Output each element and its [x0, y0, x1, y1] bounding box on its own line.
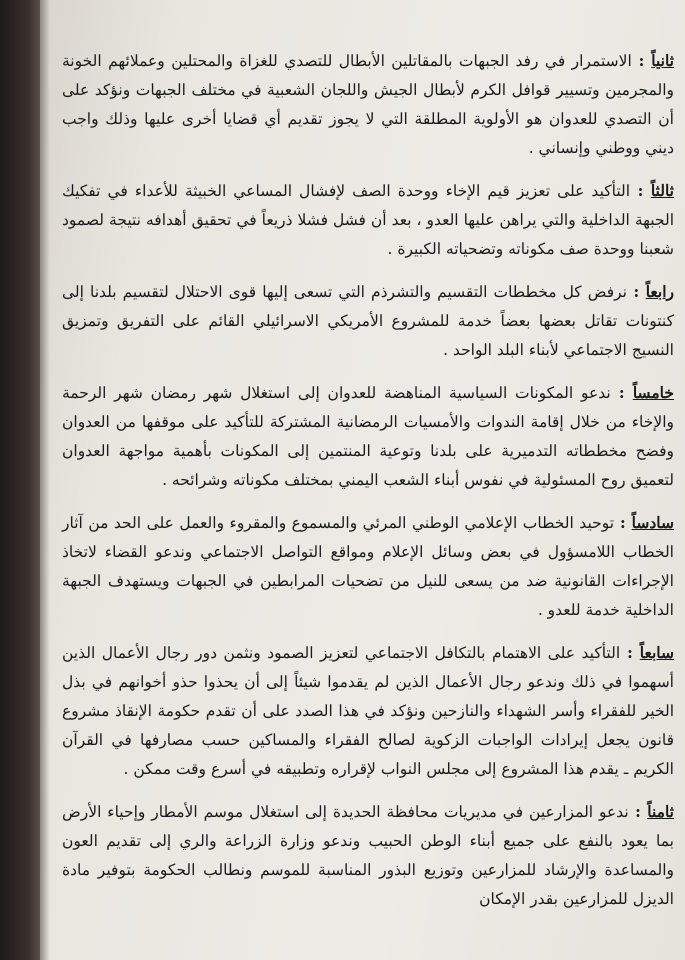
- heading-separator: :: [614, 513, 632, 532]
- paragraph-2: [62, 46, 674, 163]
- paragraph-3: [62, 176, 674, 264]
- photo-background: [0, 0, 40, 960]
- paragraph-text: ندعو المزارعين في مديريات محافظة الحديدة إلى استغلال موسم الأمطار وإحياء الأرض بما يعود بالنفع على جميع أبناء الوطن الحبيب وندعو وزارة الزراعة والري إلى تقديم العون والمساعدة والإرشاد للمزارعين وتوزيع البذور المناسبة للموسم ونطالب الحكومة بتوفير مادة الديزل للمزارعين بقدر الإمكان: [62, 803, 674, 908]
- paragraph-4: [62, 277, 674, 365]
- paragraph-heading: رابعاً: [645, 282, 675, 301]
- heading-separator: :: [628, 802, 648, 821]
- heading-separator: :: [620, 643, 640, 662]
- paragraph-7: [62, 638, 674, 784]
- paragraph-5: [62, 378, 674, 495]
- paragraph-text: توحيد الخطاب الإعلامي الوطني المرئي والمسموع والمقروء والعمل على الحد من آثار الخطاب اللامسؤول في بعض وسائل الإعلام ومواقع التواصل الاجتماعي وندعو القضاء لاتخاذ الإجراءات القانونية ضد من يسعى للنيل من تضحيات المرابطين في الجبهات ويستهدف الجبهة الداخلية خدمة للعدو .: [62, 514, 674, 619]
- heading-separator: :: [631, 51, 652, 70]
- paragraph-heading: سادساً: [631, 513, 674, 532]
- paragraph-heading: ثانياً: [651, 51, 675, 70]
- paragraph-6: [62, 508, 674, 625]
- paragraph-heading: ثالثاً: [650, 181, 674, 200]
- paragraph-heading: سابعاً: [639, 643, 674, 662]
- page-shadow: [40, 0, 50, 960]
- paragraph-heading: خامساً: [632, 383, 674, 402]
- heading-separator: :: [610, 383, 633, 402]
- paragraph-text: ندعو المكونات السياسية المناهضة للعدوان إلى استغلال شهر رمضان شهر الرحمة والإخاء من خلال إقامة الندوات والأمسيات الرمضانية المشتركة للتأكيد على موقفها من العدوان وفضح مخططاته التدميرية على بلدنا وتوعية المنتمين إلى المكونات بأهمية مواجهة العدوان لتعميق روح المسئولية في نفوس أبناء الشعب اليمني بمختلف مكوناته وشرائحه .: [62, 384, 674, 489]
- heading-separator: :: [630, 181, 651, 200]
- paragraph-heading: ثامناً: [647, 802, 674, 821]
- paragraph-text: الاستمرار في رفد الجبهات بالمقاتلين الأبطال للتصدي للغزاة والمحتلين وعملائهم الخونة والمجرمين وتسيير قوافل الكرم لأبطال الجيش واللجان الشعبية في مختلف الجبهات ونؤكد على أن التصدي للعدوان هو الأولوية المطلقة التي لا يجوز تقديم أي قضايا أخرى عليها وذلك واجب ديني ووطني وإنساني .: [62, 52, 674, 157]
- paragraph-text: التأكيد على الاهتمام بالتكافل الاجتماعي لتعزيز الصمود ونثمن دور رجال الأعمال الذين أسهموا في ذلك وندعو رجال الأعمال الذين لم يقدموا شيئاً إلى أن يحذوا حذو أخوانهم في بذل الخير للفقراء وأسر الشهداء والنازحين ونؤكد في هذا الصدد على أن تقدم حكومة الإنقاذ مشروع قانون يجعل إيرادات الواجبات الزكوية لصالح الفقراء والمساكين حسب مصارفها في القرآن الكريم ـ يقدم هذا المشروع إلى مجلس النواب لإقراره وتطبيقه في أسرع وقت ممكن .: [62, 644, 674, 778]
- heading-separator: :: [626, 282, 646, 301]
- paragraph-text: نرفض كل مخططات التقسيم والتشرذم التي تسعى إليها قوى الاحتلال لتقسيم بلدنا إلى كنتونات تقاتل بعضها بعضاً خدمة للمشروع الأمريكي الاسرائيلي القائم على التفريق وتمزيق النسيج الاجتماعي لأبناء البلد الواحد .: [62, 283, 674, 359]
- document-body: [62, 46, 674, 927]
- paragraph-8: [62, 797, 674, 914]
- paragraph-text: التأكيد على تعزيز قيم الإخاء ووحدة الصف لإفشال المساعي الخبيثة للأعداء في تفكيك الجبهة الداخلية والتي يراهن عليها العدو ، بعد أن فشل فشلا ذريعاً في تحقيق أهدافه نتيجة لصمود شعبنا ووحدة صف مكوناته وتضحياته الكبيرة .: [62, 182, 674, 258]
